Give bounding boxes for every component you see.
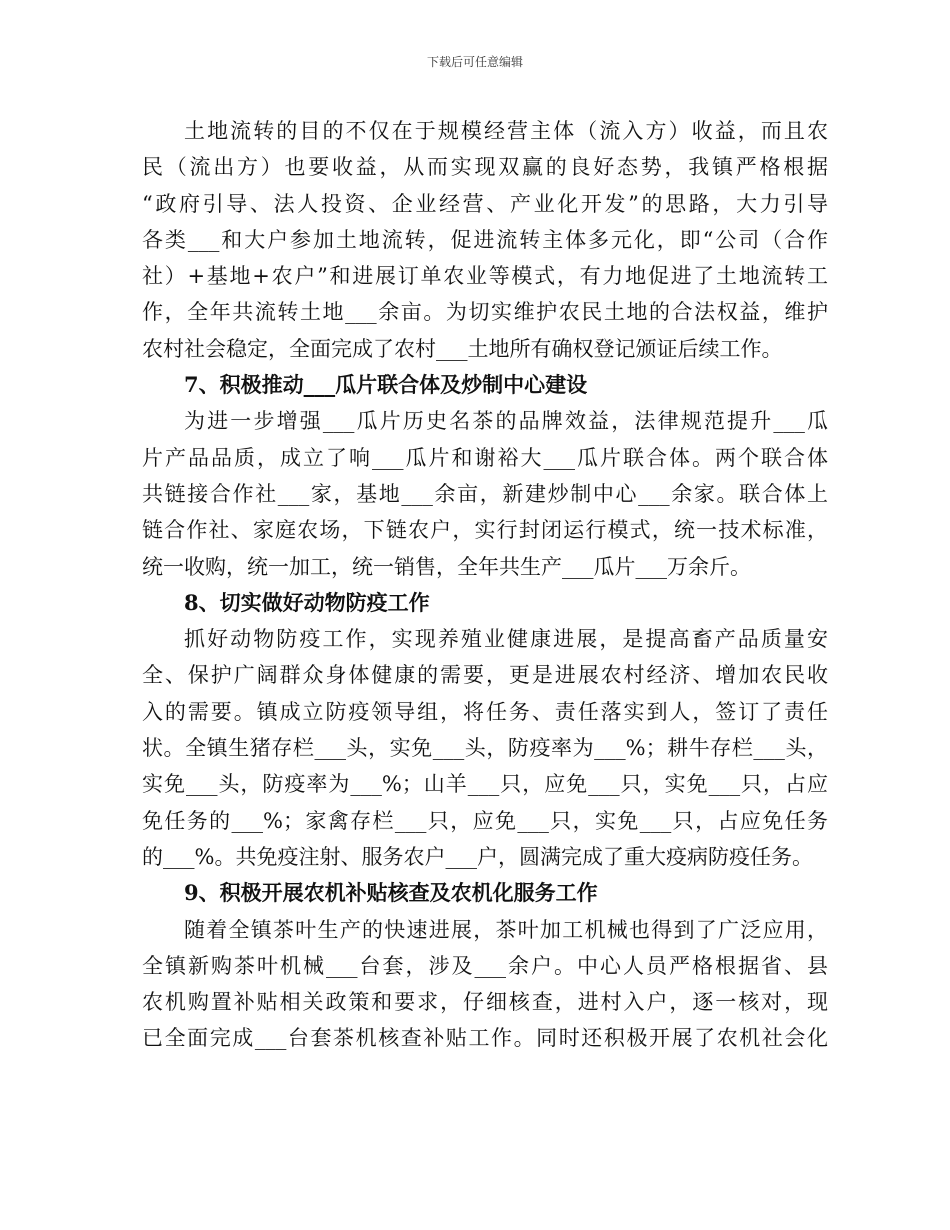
paragraph-line: 已全面完成___台套茶机核查补贴工作。同时还积极开展了农机社会化	[142, 1026, 828, 1051]
page-header-note: 下载后可任意编辑	[426, 55, 523, 69]
paragraph-line: 抓好动物防疫工作，实现养殖业健康进展，是提高畜产品质量安	[184, 627, 828, 652]
paragraph-line: 农机购置补贴相关政策和要求，仔细核查，进村入户，逐一核对，现	[142, 990, 828, 1015]
paragraph-line: 共链接合作社___家，基地___余亩，新建炒制中心___余家。联合体上	[142, 481, 828, 506]
section-heading: 7、积极推动___瓜片联合体及炒制中心建设	[184, 372, 588, 398]
paragraph-line: “政府引导、法人投资、企业经营、产业化开发”的思路，大力引导	[142, 191, 828, 216]
paragraph-line: 社）+基地+农户”和进展订单农业等模式，有力地促进了土地流转工	[142, 264, 828, 289]
paragraph-line: 全、保护广阔群众身体健康的需要，更是进展农村经济、增加农民收	[142, 663, 828, 688]
paragraph-line: 的___%。共免疫注射、服务农户___户，圆满完成了重大疫病防疫任务。	[142, 844, 813, 869]
paragraph-line: 各类___和大户参加土地流转，促进流转主体多元化，即“公司（合作	[142, 227, 828, 252]
paragraph-line: 农村社会稳定，全面完成了农村___土地所有确权登记颁证后续工作。	[142, 336, 783, 361]
paragraph-line: 片产品品质，成立了响___瓜片和谢裕大___瓜片联合体。两个联合体	[142, 445, 828, 470]
paragraph-line: 为进一步增强___瓜片历史名茶的品牌效益，法律规范提升___瓜	[184, 409, 828, 434]
section-heading: 9、积极开展农机补贴核查及农机化服务工作	[184, 880, 598, 906]
paragraph-line: 全镇新购茶叶机械___台套，涉及___余户。中心人员严格根据省、县	[142, 953, 828, 978]
section-heading: 8、切实做好动物防疫工作	[184, 589, 430, 615]
paragraph-line: 状。全镇生猪存栏___头，实免___头，防疫率为___%；耕牛存栏___头，	[142, 736, 828, 761]
paragraph-line: 免任务的___%；家禽存栏___只，应免___只，实免___只，占应免任务	[142, 808, 828, 833]
paragraph-line: 随着全镇茶叶生产的快速进展，茶叶加工机械也得到了广泛应用，	[184, 917, 828, 942]
paragraph-line: 实免___头，防疫率为___%；山羊___只，应免___只，实免___只，占应	[142, 772, 828, 797]
paragraph-line: 民（流出方）也要收益，从而实现双赢的良好态势，我镇严格根据	[142, 155, 828, 180]
paragraph-line: 作，全年共流转土地___余亩。为切实维护农民土地的合法权益，维护	[142, 300, 828, 325]
paragraph-line: 链合作社、家庭农场，下链农户，实行封闭运行模式，统一技术标准，	[142, 518, 828, 543]
paragraph-line: 土地流转的目的不仅在于规模经营主体（流入方）收益，而且农	[184, 119, 828, 143]
paragraph-line: 入的需要。镇成立防疫领导组，将任务、责任落实到人，签订了责任	[142, 699, 828, 724]
paragraph-line: 统一收购，统一加工，统一销售，全年共生产___瓜片___万余斤。	[142, 554, 751, 579]
document-body	[142, 113, 828, 1057]
